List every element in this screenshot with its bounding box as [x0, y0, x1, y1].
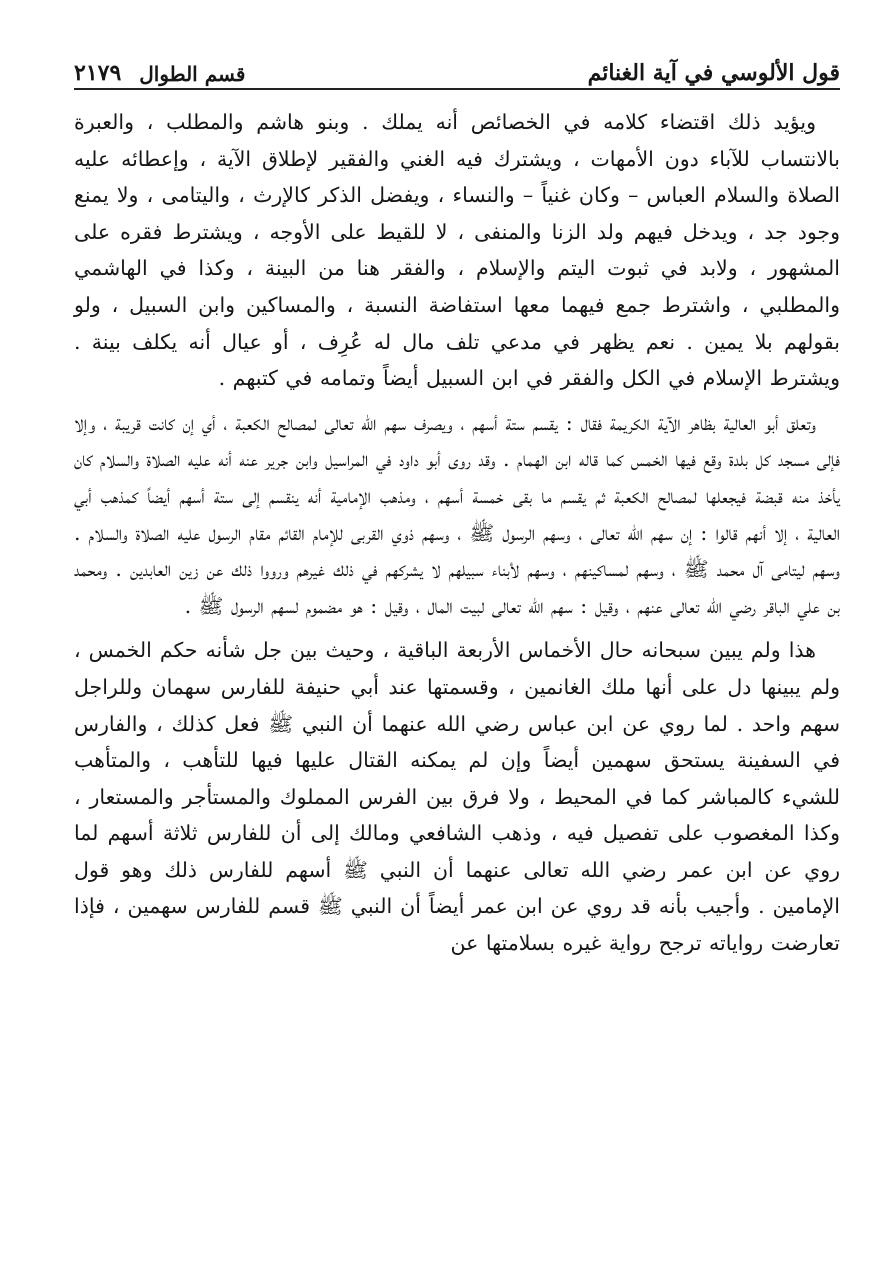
- paragraph: وتعلق أبو العالية بظاهر الآية الكريمة فقال : يقسم ستة أسهم ، ويصرف سهم الله تعالى لمصالح الكعبة ، أي إن كانت قريبة ، وإلا فإلى مسجد كل بلدة وقع فيها الخمس كما قاله ابن الهمام . وقد روى أبو داود في المراسيل وابن جرير عنه أنه عليه الصلاة والسلام كان يأخذ منه قبضة فيجعلها لمصالح الكعبة ثم يقسم ما بقى خمسة أسهم ، ومذهب الإمامية أنه ينقسم إلى ستة أسهم أيضاً كمذهب أبي العالية ، إلا أنهم قالوا : إن سهم الله تعالى ، وسهم الرسول ﷺ ، وسهم ذوي القربى للإمام القائم مقام الرسول عليه الصلاة والسلام . وسهم ليتامى آل محمد ﷺ ، وسهم لمساكينهم ، وسهم لأبناء سبيلهم لا يشركهم في ذلك غيرهم ورووا ذلك عن زين العابدين . ومحمد بن علي الباقر رضي الله تعالى عنهم ، وقيل : سهم الله تعالى لبيت المال ، وقيل : هو مضموم لسهم الرسول ﷺ .: [74, 410, 840, 618]
- body-text: [74, 104, 840, 962]
- section-name: قسم الطوال: [139, 62, 246, 86]
- paragraph: ويؤيد ذلك اقتضاء كلامه في الخصائص أنه يملك . وبنو هاشم والمطلب ، والعبرة بالانتساب للآباء دون الأمهات ، ويشترك فيه الغني والفقير لإطلاق الآية ، وإعطائه عليه الصلاة والسلام العباس – وكان غنياً – والنساء ، ويفضل الذكر كالإرث ، واليتامى ، ولا يمنع وجود جد ، ويدخل فيهم ولد الزنا والمنفى ، لا للقيط على الأوجه ، ويشترط فقره على المشهور ، ولابد في ثبوت اليتم والإسلام ، والفقر هنا من البينة ، وكذا في الهاشمي والمطلبي ، واشترط جمع فيهما معها استفاضة النسبة ، والمساكين وابن السبيل ، ولو بقولهم بلا يمين . نعم يظهر في مدعي تلف مال له عُرِف ، أو عيال أنه يكلف بينة . ويشترط الإسلام في الكل والفقر في ابن السبيل أيضاً وتمامه في كتبهم .: [74, 110, 840, 391]
- paragraph: هذا ولم يبين سبحانه حال الأخماس الأربعة الباقية ، وحيث بين جل شأنه حكم الخمس ، ولم يبينها دل على أنها ملك الغانمين ، وقسمتها عند أبي حنيفة للفارس سهمان وللراجل سهم واحد . لما روي عن ابن عباس رضي الله عنهما أن النبي ﷺ فعل كذلك ، والفارس في السفينة يستحق سهمين أيضاً وإن لم يمكنه القتال عليها فيها للتأهب ، والمتأهب للشيء كالمباشر كما في المحيط ، ولا فرق بين الفرس المملوك والمستأجر والمستعار ، وكذا المغصوب على تفصيل فيه ، وذهب الشافعي ومالك إلى أن للفارس ثلاثة أسهم لما روي عن ابن عمر رضي الله تعالى عنهما أن النبي ﷺ أسهم للفارس ذلك وهو قول الإمامين . وأجيب بأنه قد روي عن ابن عمر أيضاً أن النبي ﷺ قسم للفارس سهمين ، فإذا تعارضت رواياته ترجح رواية غيره بسلامتها عن: [74, 638, 840, 956]
- book-page: [74, 40, 840, 1240]
- page-number: ٢١٧٩: [74, 60, 122, 86]
- chapter-title: قول الألوسي في آية الغنائم: [587, 60, 840, 86]
- running-header: [74, 40, 840, 90]
- header-left-group: [74, 62, 245, 84]
